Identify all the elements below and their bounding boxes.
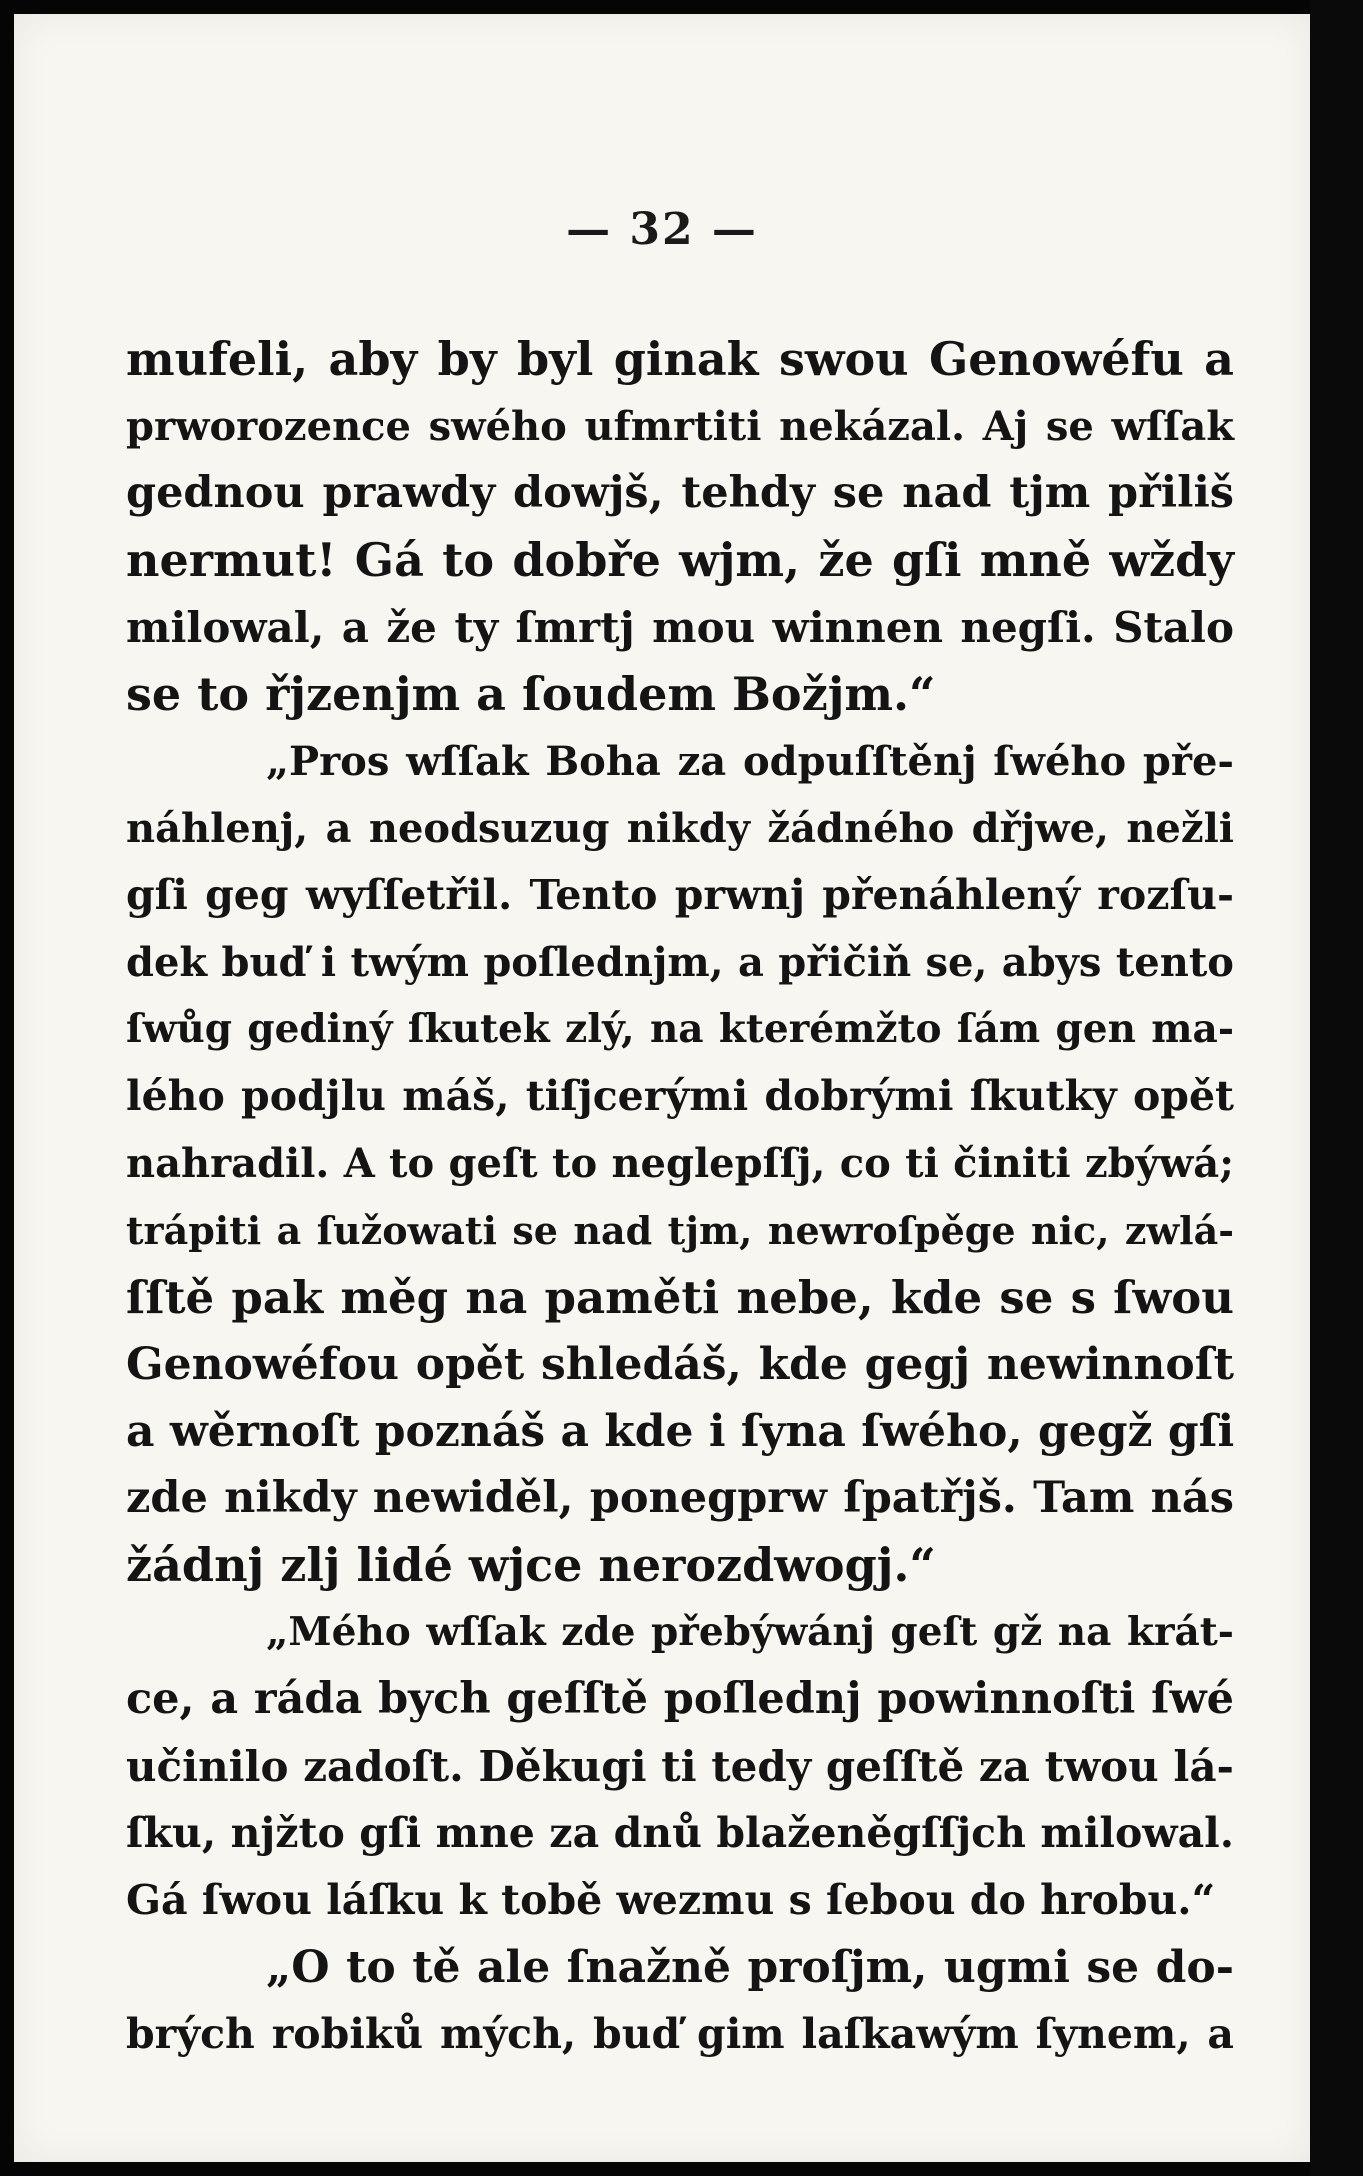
- text-line: „Mého wſſak zde přebýwánj geſt gž na krát-: [266, 1609, 1234, 1655]
- text-line: náhlenj, a neodsuzug nikdy žádného dřjwe, nežli: [126, 805, 1234, 852]
- text-line: gednou prawdy dowjš, tehdy se nad tjm přiliš: [126, 468, 1234, 518]
- text-line: lého podjlu máš, tiſjcerými dobrými ſkutky opět: [126, 1072, 1234, 1120]
- text-line: ſſtě pak měg na paměti nebe, kde se s ſwou: [126, 1271, 1234, 1324]
- book-page: [14, 14, 1310, 2162]
- text-line: gſi geg wyſſetřil. Tento prwnj přenáhlený rozſu-: [126, 871, 1234, 919]
- text-line: se to řjzenjm a ſoudem Božjm.“: [126, 667, 936, 721]
- body-text: [126, 326, 1234, 2068]
- scan-border: [1310, 0, 1363, 2176]
- text-line: zde nikdy newiděl, ponegprw ſpatřjš. Tam nás: [126, 1473, 1234, 1523]
- text-line: trápiti a ſužowati se nad tjm, newroſpěge nic, zwlá-: [126, 1208, 1234, 1253]
- text-line: ſku, njžto gſi mne za dnů blaženěgſſjch milowal.: [126, 1809, 1234, 1857]
- text-line: milowal, a že ty ſmrtj mou winnen negſi. Stalo: [126, 603, 1234, 652]
- text-line: Gá ſwou láſku k tobě wezmu s ſebou do hrobu.“: [126, 1876, 1216, 1924]
- text-line: Genowéfou opět shledáš, kde gegj newinnoſt: [126, 1339, 1234, 1390]
- text-line: nahradil. A to geſt to neglepſſj, co ti činiti zbýwá;: [126, 1140, 1234, 1187]
- text-line: učinilo zadoſt. Děkugi ti tedy geſſtě za twou lá-: [126, 1742, 1234, 1791]
- text-line: žádnj zlj lidé wjce nerozdwogj.“: [126, 1538, 936, 1592]
- text-line: mufeli, aby by byl ginak swou Genowéfu a: [126, 332, 1234, 386]
- text-line: ſwůg gediný ſkutek zlý, na kterémžto ſám gen ma-: [126, 1006, 1234, 1052]
- text-line: „Pros wſſak Boha za odpuſſtěnj ſwého pře-: [266, 738, 1234, 785]
- text-line: dek buď i twým poſlednjm, a přičiň se, abys tento: [126, 939, 1234, 986]
- text-line: „O to tě ale ſnažně proſjm, ugmi se do-: [266, 1942, 1234, 1993]
- text-line: prworozence swého ufmrtiti nekázal. Aj se wſſak: [126, 403, 1234, 450]
- text-line: nermut! Gá to dobře wjm, že gſi mně wždy: [126, 533, 1234, 587]
- text-line: ce, a ráda bych geſſtě poſlednj powinnoſti ſwé: [126, 1674, 1234, 1724]
- text-line: brých robiků mých, buď gim laſkawým ſynem, a: [126, 2010, 1234, 2058]
- text-line: a wěrnoſt poznáš a kde i ſyna ſwého, gegž gſi: [126, 1406, 1235, 1457]
- page-number: — 32 —: [566, 204, 758, 255]
